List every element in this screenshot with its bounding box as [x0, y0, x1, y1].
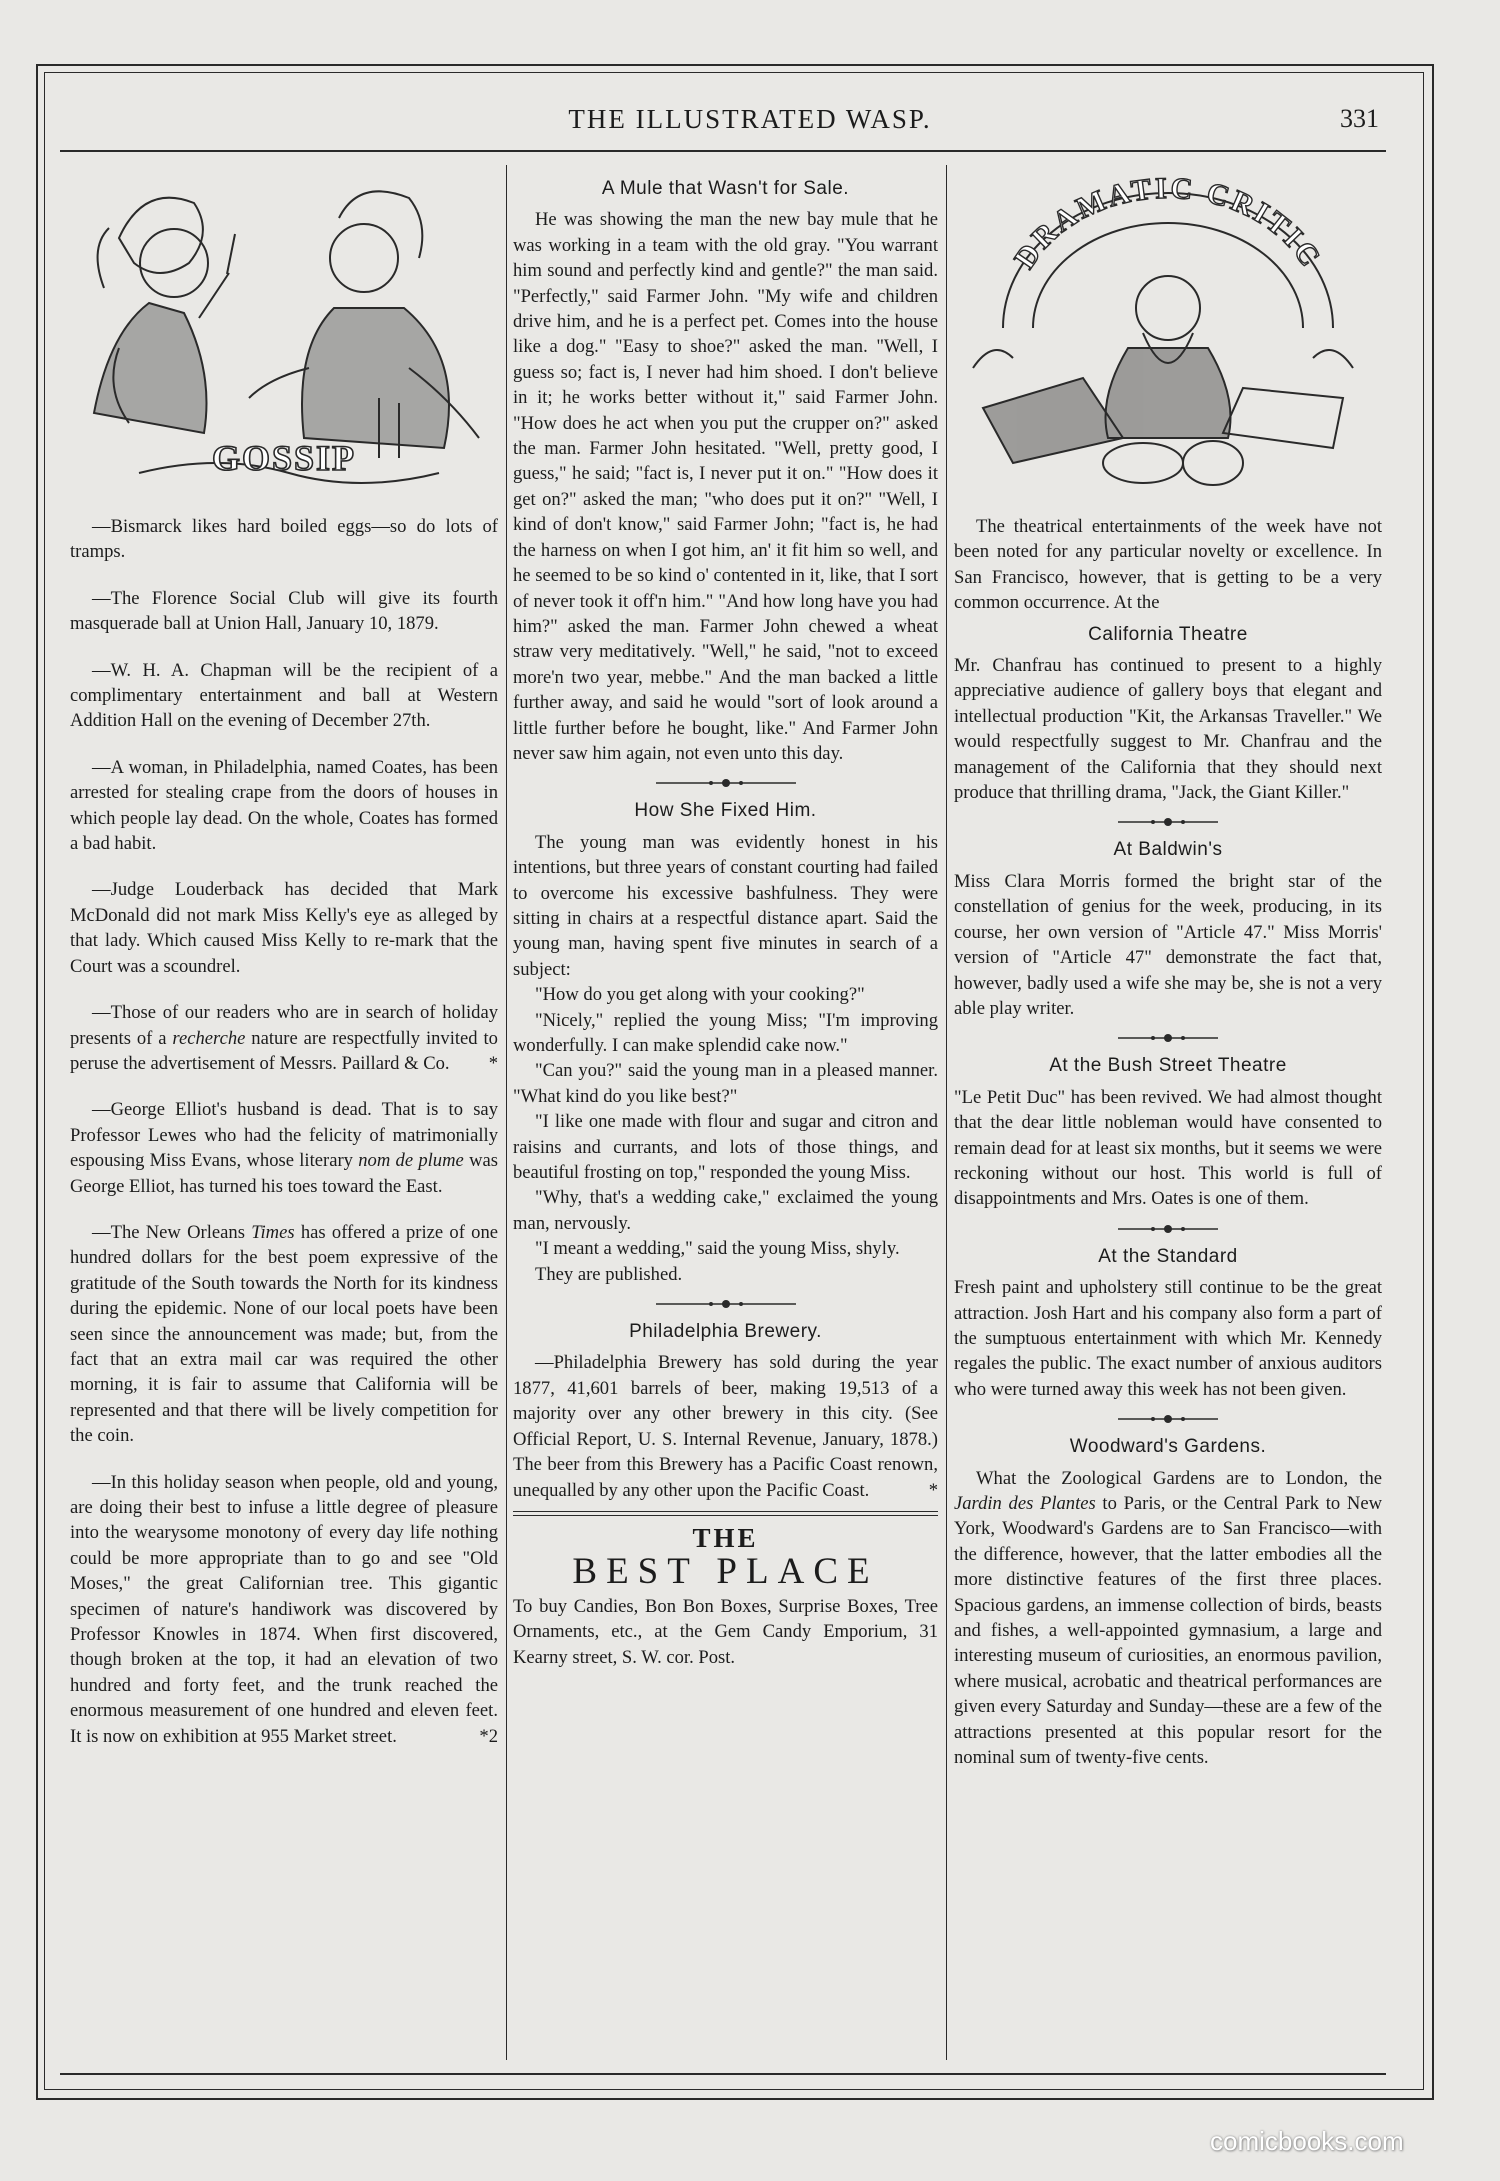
ad-text: To buy Candies, Bon Bon Boxes, Surprise Boxes, Tree Ornaments, etc., at the Gem Candy Emporium, 31 Kearny street, S. W. cor. Post.: [513, 1595, 938, 1668]
bush-street-article: "Le Petit Duc" has been revived. We had almost thought that the dear little nobleman would have consented to remain dead for at least six months, but it seems we were reckoning without our host. This world is full of disappointments and Mrs. Oates is one of them.: [954, 1086, 1382, 1210]
dramatic-critic-label: DRAMATIC CRITIC: [1007, 171, 1329, 275]
section-divider-ornament: [1098, 815, 1238, 829]
item-louderback: —Judge Louderback has decided that Mark McDonald did not mark Miss Kelly's eye as alleged by that lady. Which caused Miss Kelly to re-mark that the Court was a scoundrel.: [70, 879, 498, 977]
times-post: has offered a prize of one hundred dollars for the best poem expressive of the gratitude of the South towards the North for its kindness during the epidemic. None of our local poets have been seen since the announcement was made; but, from the fact that an extra mail car was required the other morning, it is fair to assume that California will be represented and that there will be lively competition for the coin.: [70, 1221, 498, 1447]
dramatic-critic-illustration: [963, 168, 1373, 498]
ad-best-place: BEST PLACE: [572, 1550, 879, 1592]
holiday-post: nature are respectfully invited to peruse the advertisement of Messrs. Paillard & Co.: [70, 1027, 498, 1074]
brewery-article: [513, 1350, 938, 1502]
woodward-em: Jardin des Plantes: [954, 1493, 1096, 1514]
elliot-pre: —George Elliot's husband is dead. That is to say Professor Lewes who had the felicity of matrimonially espousing Miss Evans, whose literary: [70, 1099, 498, 1172]
item-george-elliot: [70, 1097, 498, 1199]
california-heading: California Theatre: [1088, 623, 1248, 645]
fixed-dialog-3: "Can you?" said the young man in a pleased manner. "What kind do you like best?": [513, 1060, 938, 1107]
california-article: Mr. Chanfrau has continued to present to a highly appreciative audience of gallery boys that elegant and intellectual production "Kit, the Arkansas Traveller." We would respectfully suggest to Mr. Chanfrau and the management of the California that they should next produce that thrilling drama, "Jack, the Giant Killer.": [954, 655, 1382, 804]
theatre-intro: The theatrical entertainments of the week have not been noted for any particular novelty or excellence. In San Francisco, however, that is getting to be a very common occurrence. At the: [954, 516, 1382, 614]
elliot-em: nom de plume: [358, 1150, 464, 1172]
woodward-pre: What the Zoological Gardens are to London, the: [976, 1467, 1382, 1489]
holiday-pre: —Those of our readers who are in search of holiday presents of a: [70, 1002, 498, 1049]
mule-heading: A Mule that Wasn't for Sale.: [601, 178, 850, 199]
gossip-illustration: [79, 168, 489, 498]
column-2: [513, 172, 938, 1691]
item-holiday-presents: [70, 1000, 498, 1076]
mule-article: He was showing the man the new bay mule that he was working in a team with the old gray. "You warrant him sound and perfectly kind and gentle?" the man said. "Perfectly," said Farmer John. "My wife and children drive him, and he is a perfect pet. Comes into the house like a dog." "Easy to shoe?" asked the man. "Well, I guess so; fact is, I never had him shoed. I don't believe in it; he works better without it," said Farmer John. "How does he act when you put the crupper on?" asked the man. Farmer John hesitated. "Well, pretty good, I guess," he said; "fact is, I never put it on." "How does it get on?" asked the man; "who does put it on?" "Well, I kind of don't know," said Farmer John; "fact is, he had the harness on when I got him, an' it fit him so well, and he seemed to be so kind o' contented in it, like, that I sort of never took it off'n him." "And how long have you had him?" asked the man. Farmer John chewed a wheat straw very meditatively. "Well," he said, "not to exceed more'n two year, mebbe." And the man backed a little further away, and said he would "sort of look around a little further before he bought, like." And Farmer John never saw him again, not even unto this day.: [513, 209, 938, 764]
column-rule-1: [506, 165, 507, 2060]
item-chapman: —W. H. A. Chapman will be the recipient of a complimentary entertainment and ball at Western Addition Hall on the evening of December 27th.: [70, 659, 498, 732]
page-number: 331: [1340, 104, 1379, 133]
section-divider-ornament: [1098, 1222, 1238, 1236]
moses-mark: *2: [479, 1725, 498, 1747]
woodward-heading: Woodward's Gardens.: [1069, 1436, 1267, 1458]
fixed-intro: The young man was evidently honest in his intentions, but three years of constant courting had failed to overcome his excessive bashfulness. They were sitting in chairs at a respectful distance apart. Said the young man, having spent five minutes in search of a subject:: [513, 831, 938, 980]
standard-article: Fresh paint and upholstery still continue to be the great attraction. Josh Hart and his company also form a part of the sumptuous entertainment with which Mr. Kennedy regales the public. The exact number of anxious auditors who were turned away this week has not been given.: [954, 1277, 1382, 1400]
woodward-post: to Paris, or the Central Park to New York, Woodward's Gardens are to San Francisco—with the difference, however, that the latter embodies all the more distinctive features of the first three places. Spacious gardens, an immense collection of birds, beasts and fishes, a well-appointed gymnasium, a large and interesting museum of curiosities, an enormous pavilion, where musical, acrobatic and theatrical performances are given every Saturday and Sunday—these are a few of the attractions presented at this popular resort for the nominal sum of twenty-five cents.: [954, 1493, 1383, 1769]
candy-advertisement: [513, 1524, 938, 1670]
section-divider-ornament: [1098, 1031, 1238, 1045]
fixed-dialog-7: They are published.: [535, 1263, 683, 1285]
section-divider-ornament: [656, 776, 796, 790]
section-divider-ornament: [656, 1297, 796, 1311]
item-bismarck: —Bismarck likes hard boiled eggs—so do lots of tramps.: [70, 516, 498, 563]
fixed-dialog-4: "I like one made with flour and sugar and citron and raisins and currants, and lots of those things, and beautiful frosting on top," responded the young Miss.: [513, 1111, 938, 1184]
fixed-dialog-6: "I meant a wedding," said the young Miss, shyly.: [535, 1238, 900, 1260]
standard-heading: At the Standard: [1098, 1245, 1238, 1267]
ad-rule: [513, 1511, 938, 1516]
brewery-heading: Philadelphia Brewery.: [629, 1321, 822, 1343]
fixed-dialog-2: "Nicely," replied the young Miss; "I'm improving wonderfully. I can make splendid cake now.": [513, 1009, 938, 1056]
item-old-moses: [70, 1470, 498, 1749]
brewery-text: —Philadelphia Brewery has sold during the year 1877, 41,601 barrels of beer, making 19,513 of a majority over any other brewery in this city. (See Official Report, U. S. Internal Revenue, January, 1878.) The beer from this Brewery has a Pacific Coast renown, unequalled by any other upon the Pacific Coast.: [513, 1352, 938, 1501]
item-coates: —A woman, in Philadelphia, named Coates, has been arrested for stealing crape from the doors of houses in which people lay dead. On the whole, Coates has formed a bad habit.: [70, 756, 498, 855]
fixed-dialog-5: "Why, that's a wedding cake," exclaimed the young man, nervously.: [513, 1187, 938, 1234]
elliot-post: was George Elliot, has turned his toes toward the East.: [70, 1150, 498, 1197]
site-watermark: comicbooks.com: [1210, 2126, 1404, 2156]
section-divider-ornament: [1098, 1412, 1238, 1426]
times-pre: —The New Orleans: [92, 1221, 252, 1243]
times-em: Times: [251, 1221, 295, 1243]
column-1: [70, 168, 498, 1770]
column-3: [954, 168, 1382, 1791]
footer-rule: [60, 2073, 1386, 2075]
holiday-mark: *: [488, 1052, 498, 1074]
item-florence-club: —The Florence Social Club will give its fourth masquerade ball at Union Hall, January 10, 1879.: [70, 587, 498, 635]
item-new-orleans-times: [70, 1220, 498, 1449]
ad-the: THE: [692, 1522, 759, 1553]
gossip-label: GOSSIP: [211, 438, 357, 478]
holiday-em: recherche: [172, 1027, 246, 1049]
baldwin-article: Miss Clara Morris formed the bright star of the constellation of genius for the week, producing, in its course, her own version of "Article 47." Miss Morris' version of "Article 47" demonstrate the fact that, however, badly used a wife she may be, she is not a very able play writer.: [954, 870, 1382, 1019]
bush-street-heading: At the Bush Street Theatre: [1049, 1055, 1287, 1077]
brewery-mark: *: [928, 1479, 938, 1501]
moses-text: —In this holiday season when people, old and young, are doing their best to infuse a little degree of pleasure into the wearysome monotony of every day life nothing could be more appropriate than to go and see "Old Moses," the great Californian tree. This gigantic specimen of nature's handiwork was discovered by Professor Knowles in 1874. When first discovered, though broken at the top, it had an elevation of two hundred and forty feet, and the trunk reached the enormous measurement of one hundred and eleven feet. It is now on exhibition at 955 Market street.: [70, 1471, 498, 1747]
header-rule: [60, 150, 1386, 152]
fixed-heading: How She Fixed Him.: [634, 800, 817, 822]
column-rule-2: [946, 165, 947, 2060]
fixed-dialog-1: "How do you get along with your cooking?": [535, 984, 865, 1006]
baldwin-heading: At Baldwin's: [1113, 839, 1223, 861]
woodward-article: [954, 1466, 1382, 1771]
masthead-title: THE ILLUSTRATED WASP.: [568, 104, 932, 134]
